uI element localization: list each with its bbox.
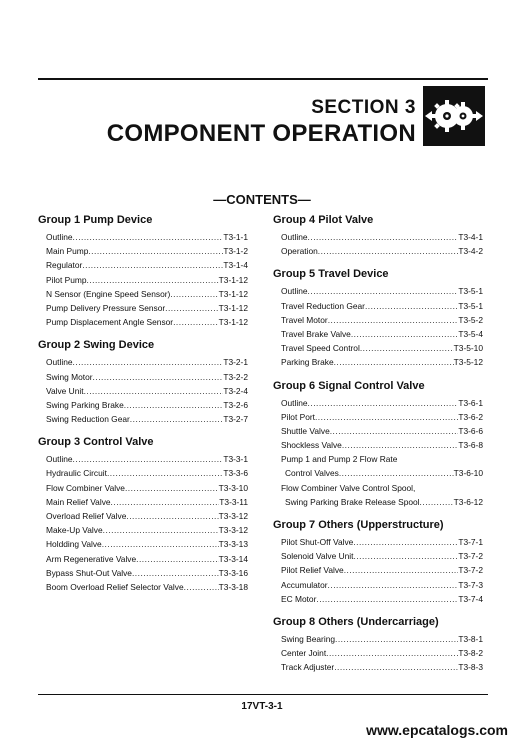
- toc-entry-label: Swing Motor: [46, 371, 93, 382]
- toc-entry-page: T3-6-12: [453, 496, 483, 507]
- dot-leader: [344, 563, 459, 577]
- toc-entry-page: T3-5-4: [458, 328, 483, 339]
- toc-entry[interactable]: [46, 230, 248, 244]
- dot-leader: [328, 313, 459, 327]
- toc-entry-page: T3-1-12: [218, 274, 248, 285]
- toc-entry-page: T3-3-12: [218, 511, 248, 521]
- toc-entry[interactable]: [281, 438, 483, 452]
- toc-entry[interactable]: [46, 301, 248, 315]
- section-number: SECTION 3: [311, 97, 416, 118]
- toc-entry-label: Outline: [281, 232, 308, 242]
- toc-entry[interactable]: [46, 481, 248, 495]
- toc-entry-page: T3-3-14: [218, 553, 248, 564]
- toc-entry[interactable]: [281, 341, 483, 355]
- toc-entry-label: Holdding Valve: [46, 539, 102, 550]
- toc-entry-label: Main Relief Valve: [46, 496, 111, 507]
- toc-entry-page: T3-6-10: [453, 468, 483, 479]
- toc-entry[interactable]: [46, 370, 248, 384]
- toc-group-title: Group 8 Others (Undercarriage): [273, 615, 439, 628]
- toc-entry[interactable]: [46, 398, 248, 412]
- toc-group-title: Group 1 Pump Device: [38, 214, 153, 226]
- toc-entry-page: T3-3-1: [223, 454, 248, 465]
- dot-leader: [342, 438, 459, 452]
- toc-entry-page: T3-8-3: [458, 662, 483, 673]
- toc-entry-page: T3-6-8: [458, 440, 483, 451]
- dot-leader: [136, 552, 219, 566]
- toc-entry-label: Arm Regenerative Valve: [46, 553, 137, 564]
- toc-entry-label: Bypass Shut-Out Valve: [46, 567, 132, 578]
- toc-entry[interactable]: [281, 299, 483, 313]
- toc-entry[interactable]: [46, 315, 248, 329]
- toc-entry-label: Track Adjuster: [281, 662, 335, 673]
- toc-entry-page: T3-4-1: [458, 232, 483, 242]
- toc-group: [273, 378, 483, 510]
- toc-entry-label: Valve Unit: [46, 385, 84, 396]
- contents-heading: —CONTENTS—: [213, 192, 311, 207]
- toc-entry-label: Pilot Relief Valve: [281, 565, 344, 576]
- toc-entry[interactable]: [281, 549, 483, 563]
- dot-leader: [308, 396, 459, 410]
- dot-leader: [315, 410, 458, 424]
- toc-entry-page: T3-3-16: [218, 567, 248, 578]
- toc-entry-page: T3-3-6: [223, 468, 248, 479]
- toc-entry[interactable]: [46, 258, 248, 272]
- toc-entry-label: Main Pump: [46, 246, 89, 257]
- toc-group-title: Group 3 Control Valve: [38, 436, 154, 449]
- toc-group: [273, 266, 483, 369]
- toc-entry[interactable]: [46, 509, 248, 523]
- toc-entry-page: T3-6-1: [458, 397, 483, 408]
- dot-leader: [334, 660, 458, 674]
- toc-entry-label: Hydraulic Circuit: [46, 468, 107, 479]
- dot-leader: [330, 424, 459, 438]
- toc-entry-page: T3-2-4: [223, 385, 248, 396]
- dot-leader: [170, 287, 218, 301]
- toc-entry-page: T3-3-18: [218, 581, 248, 592]
- dot-leader: [360, 341, 454, 355]
- toc-entry-page: T3-1-12: [218, 302, 248, 313]
- dot-leader: [328, 578, 459, 592]
- toc-entry-label: Swing Reduction Gear: [46, 414, 130, 425]
- toc-entry[interactable]: [281, 578, 483, 592]
- dot-leader: [420, 495, 454, 509]
- dot-leader: [334, 355, 454, 369]
- dot-leader: [326, 646, 458, 660]
- contents-column-right: [273, 212, 483, 683]
- dot-leader: [351, 327, 459, 341]
- toc-group: [273, 614, 483, 675]
- dot-leader: [318, 244, 459, 258]
- toc-entry[interactable]: [281, 244, 483, 258]
- toc-entry-page: T3-3-12: [218, 525, 248, 536]
- toc-entry-label: Control Valves: [285, 468, 339, 479]
- toc-entry[interactable]: [46, 244, 248, 258]
- toc-entry-label: Solenoid Valve Unit: [281, 551, 354, 562]
- toc-entry[interactable]: [46, 552, 248, 566]
- toc-entry[interactable]: [281, 535, 483, 549]
- toc-entry-page: T3-2-2: [223, 371, 248, 382]
- toc-entry-label: Make-Up Valve: [46, 525, 103, 536]
- toc-entry-label: Overload Relief Valve: [46, 511, 127, 521]
- toc-entry[interactable]: [281, 355, 483, 369]
- toc-entry-label: Travel Brake Valve: [281, 328, 351, 339]
- toc-entry-label: Pump Displacement Angle Sensor: [46, 317, 174, 328]
- dot-leader: [308, 230, 459, 244]
- toc-entry-page: T3-5-2: [458, 314, 483, 325]
- toc-entry[interactable]: [281, 592, 483, 606]
- toc-entry-page: T3-8-1: [458, 633, 483, 644]
- dot-leader: [125, 481, 219, 495]
- toc-entry-page: T3-3-11: [219, 496, 248, 507]
- toc-entry-label: Center Joint: [281, 648, 327, 659]
- toc-entry[interactable]: [281, 410, 483, 424]
- toc-entry-label: Outline: [281, 286, 308, 297]
- toc-entry[interactable]: [281, 396, 483, 410]
- dot-leader: [126, 509, 218, 523]
- toc-entry-page: T3-2-1: [223, 357, 248, 368]
- toc-group-title: Group 5 Travel Device: [273, 268, 389, 281]
- toc-group-title: Group 2 Swing Device: [38, 339, 155, 352]
- toc-group-title: Group 7 Others (Upperstructure): [273, 519, 444, 531]
- toc-entry-label: Swing Parking Brake Release Spool: [285, 496, 420, 507]
- toc-entry-label: Regulator: [46, 260, 83, 271]
- toc-entry-label: Boom Overload Relief Selector Valve: [46, 581, 184, 592]
- dot-leader: [103, 523, 219, 537]
- dot-leader: [308, 284, 459, 298]
- toc-entry-page: T3-1-12: [218, 317, 248, 328]
- toc-entry-label: Outline: [281, 397, 308, 408]
- dot-leader: [82, 258, 223, 272]
- toc-entry[interactable]: [46, 384, 248, 398]
- toc-entry-label: Outline: [46, 232, 73, 242]
- dot-leader: [132, 566, 219, 580]
- dot-leader: [353, 535, 458, 549]
- toc-entry-page: T3-7-4: [458, 593, 483, 604]
- dot-leader: [102, 537, 219, 551]
- toc-entry-label: Flow Combiner Valve: [46, 482, 125, 493]
- toc-entry-label: Shuttle Valve: [281, 425, 330, 436]
- toc-entry[interactable]: [281, 284, 483, 298]
- toc-entry-page: T3-7-2: [458, 551, 483, 562]
- toc-entry[interactable]: [46, 495, 248, 509]
- dot-leader: [165, 301, 219, 315]
- toc-entry-page: T3-7-1: [458, 537, 483, 547]
- dot-leader: [353, 549, 458, 563]
- toc-entry-label: Outline: [46, 357, 73, 368]
- toc-entry[interactable]: [46, 452, 248, 466]
- toc-entry-page: T3-5-1: [458, 286, 483, 297]
- top-rule: [38, 78, 488, 80]
- toc-entry-page: T3-5-10: [453, 343, 483, 354]
- toc-entry[interactable]: [281, 327, 483, 341]
- toc-entry-label: Pilot Pump: [46, 274, 87, 285]
- dot-leader: [130, 412, 224, 426]
- toc-entry-page: T3-6-2: [458, 411, 483, 422]
- toc-entry-page: T3-2-6: [223, 399, 248, 410]
- gear-pump-icon: [423, 86, 485, 146]
- dot-leader: [184, 580, 219, 594]
- toc-entry-page: T3-3-10: [218, 482, 248, 493]
- toc-entry-page: T3-1-4: [223, 260, 248, 271]
- toc-group: [38, 434, 248, 594]
- dot-leader: [111, 495, 220, 509]
- page-code: 17VT-3-1: [241, 701, 283, 712]
- toc-group: [273, 517, 483, 606]
- toc-entry-page: T3-5-12: [453, 357, 483, 368]
- toc-entry-page: T3-6-6: [458, 425, 483, 436]
- dot-leader: [73, 452, 224, 466]
- toc-entry-page: T3-1-1: [223, 232, 248, 242]
- toc-entry[interactable]: [281, 313, 483, 327]
- dot-leader: [84, 384, 224, 398]
- toc-entry-label: Swing Bearing: [281, 633, 336, 644]
- toc-group-title: Group 6 Signal Control Valve: [273, 379, 425, 392]
- toc-entry[interactable]: [281, 563, 483, 577]
- toc-entry-label: N Sensor (Engine Speed Sensor): [46, 288, 171, 299]
- toc-entry-page: T3-1-2: [223, 246, 248, 257]
- dot-leader: [107, 466, 223, 480]
- toc-entry[interactable]: [281, 646, 483, 660]
- toc-entry[interactable]: [46, 412, 248, 426]
- toc-entry-label: Pump Delivery Pressure Sensor: [46, 302, 166, 313]
- toc-group: [38, 337, 248, 426]
- toc-entry-label: Accumulator: [281, 579, 328, 590]
- toc-entry-label-line: Flow Combiner Valve Control Spool,: [281, 482, 416, 493]
- toc-entry-label: Parking Brake: [281, 357, 334, 368]
- toc-entry-label: EC Motor: [281, 593, 317, 604]
- toc-entry-page: T3-2-7: [223, 414, 248, 425]
- toc-entry-label: Pilot Shut-Off Valve: [281, 537, 354, 547]
- dot-leader: [88, 244, 223, 258]
- toc-entry-label: Outline: [46, 454, 73, 465]
- toc-entry[interactable]: [281, 230, 483, 244]
- dot-leader: [73, 355, 224, 369]
- toc-entry-page: T3-4-2: [458, 246, 483, 257]
- toc-entry-label: Pilot Port: [281, 411, 315, 422]
- toc-entry[interactable]: [285, 495, 483, 509]
- toc-entry-page: T3-3-13: [218, 539, 248, 550]
- toc-entry[interactable]: [46, 273, 248, 287]
- contents-column-left: [38, 212, 248, 602]
- toc-entry[interactable]: [46, 566, 248, 580]
- toc-entry-page: T3-8-2: [458, 648, 483, 659]
- section-title: COMPONENT OPERATION: [106, 120, 416, 147]
- dot-leader: [93, 370, 224, 384]
- watermark: www.epcatalogs.com: [366, 722, 508, 738]
- dot-leader: [124, 398, 224, 412]
- toc-entry[interactable]: [46, 580, 248, 594]
- toc-entry-page: T3-1-12: [218, 288, 248, 299]
- toc-entry-page: T3-7-2: [458, 565, 483, 576]
- toc-entry[interactable]: [46, 355, 248, 369]
- dot-leader: [335, 632, 458, 646]
- toc-group: [38, 212, 248, 329]
- toc-entry-label-line: Pump 1 and Pump 2 Flow Rate: [281, 454, 398, 465]
- dot-leader: [87, 273, 219, 287]
- dot-leader: [339, 466, 454, 480]
- toc-entry[interactable]: [46, 466, 248, 480]
- toc-entry[interactable]: [46, 537, 248, 551]
- toc-entry[interactable]: [281, 424, 483, 438]
- toc-entry-label: Shockless Valve: [281, 440, 342, 451]
- dot-leader: [316, 592, 458, 606]
- bottom-rule: [38, 694, 488, 695]
- toc-group: [273, 212, 483, 258]
- toc-entry-label: Travel Reduction Gear: [281, 300, 365, 311]
- toc-entry-label: Travel Speed Control: [281, 343, 360, 354]
- toc-group-title: Group 4 Pilot Valve: [273, 214, 374, 226]
- toc-entry[interactable]: [281, 660, 483, 674]
- toc-entry-page: T3-5-1: [458, 300, 483, 311]
- toc-entry-label: Swing Parking Brake: [46, 399, 124, 410]
- toc-entry[interactable]: [46, 287, 248, 301]
- toc-entry-page: T3-7-3: [458, 579, 483, 590]
- toc-entry[interactable]: [281, 632, 483, 646]
- dot-leader: [73, 230, 224, 244]
- toc-entry[interactable]: [285, 466, 483, 480]
- dot-leader: [173, 315, 219, 329]
- toc-entry[interactable]: [46, 523, 248, 537]
- toc-entry-label: Travel Motor: [281, 314, 328, 325]
- toc-entry-label: Operation: [281, 246, 318, 257]
- dot-leader: [365, 299, 458, 313]
